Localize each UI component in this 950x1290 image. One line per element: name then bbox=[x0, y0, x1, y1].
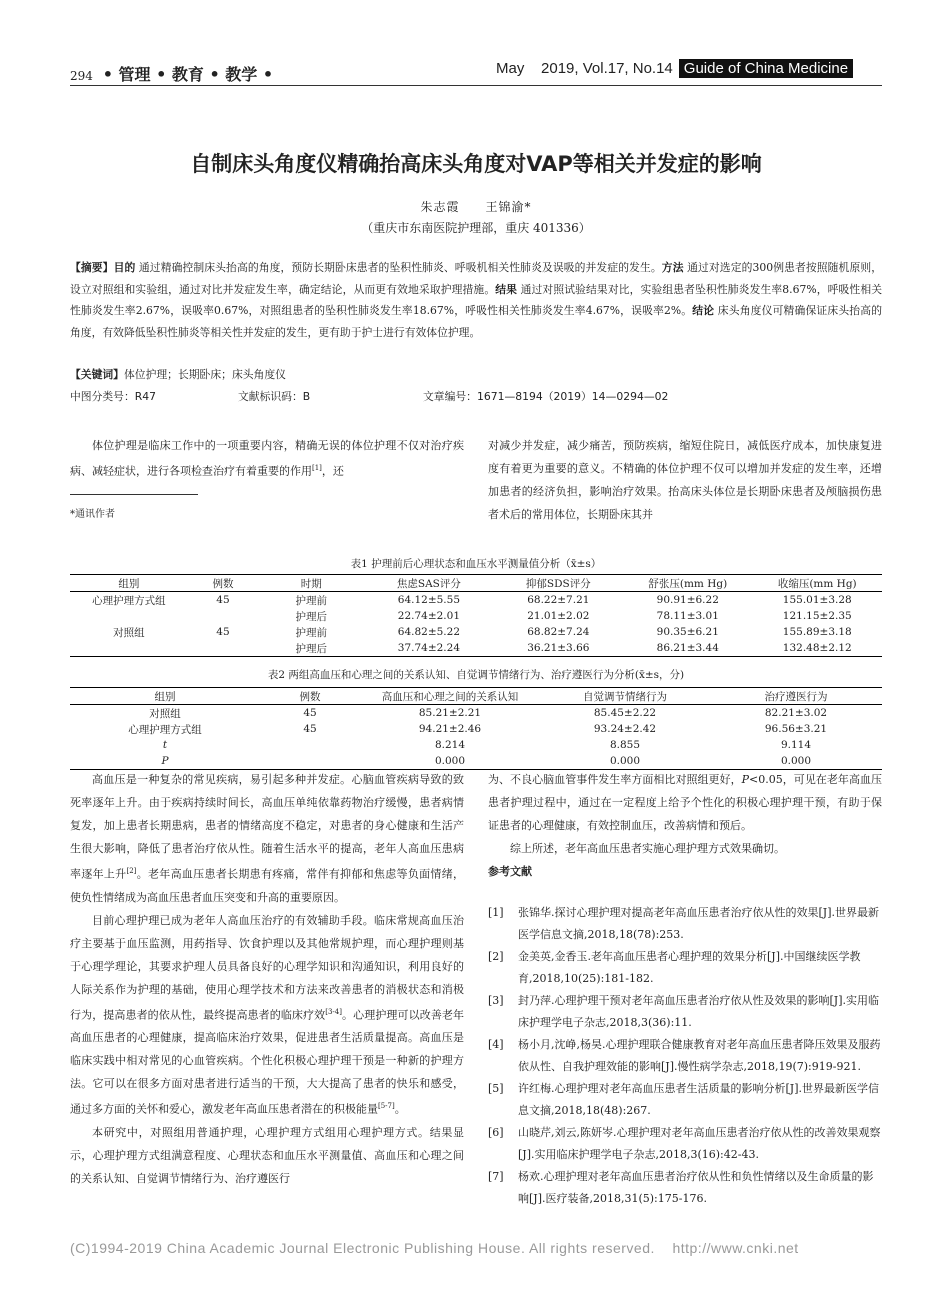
table1 bbox=[70, 574, 882, 657]
page-number: 294 bbox=[70, 69, 93, 83]
table-row: 护理后 22.74±2.01 21.01±2.02 78.11±3.01 121.15±2.35 bbox=[295, 610, 852, 623]
table2-caption: 表2 两组高血压和心理之间的关系认知、自觉调节情绪行为、治疗遵医行为分析(x̄±s，分) bbox=[267, 669, 685, 681]
reference-item: [1] 张锦华.探讨心理护理对提高老年高血压患者治疗依从性的效果[J].世界最新医学信息文摘,2018,18(78):253. bbox=[488, 906, 879, 941]
body-top-left bbox=[70, 434, 464, 483]
table-row: 对照组 45 护理前 64.82±5.22 68.82±7.24 90.35±6.21 155.89±3.18 bbox=[113, 626, 852, 639]
keywords-text: 体位护理；长期卧床；床头角度仪 bbox=[123, 368, 286, 381]
page-header-right bbox=[496, 60, 853, 77]
abstract-method: 通过对选定的300例患者按照随机原则，设立对照组和实验组，通过对比并发症发生率，确定结论，从而更有效地采取护理措施。 bbox=[70, 261, 883, 296]
abstract-result: 通过对照试验结果对比，实验组患者坠积性肺炎发生率8.67%，呼吸性相关性肺炎发生率2.67%，误吸率0.67%，对照组患者的坠积性肺炎发生率18.67%，呼吸性相关性肺炎发生率4.67%，误吸率2%。 bbox=[70, 282, 883, 317]
body-top-right bbox=[488, 434, 882, 526]
paragraph: 综上所述，老年高血压患者实施心理护理方式效果确切。 bbox=[510, 842, 785, 855]
table-row: t 8.214 8.855 9.114 bbox=[162, 739, 812, 751]
abstract-result-label: 结果 bbox=[495, 282, 518, 296]
table2 bbox=[70, 687, 882, 770]
reference-item: [2] 金美英,金香玉.老年高血压患者心理护理的效果分析[J].中国继续医学教育,2018,10(25):181-182. bbox=[488, 950, 861, 985]
table1-caption: 表1 护理前后心理状态和血压水平测量值分析（x̄±s） bbox=[350, 558, 602, 570]
table-header-row: 组别 例数 时期 焦虑SAS评分 抑郁SDS评分 舒张压(mm Hg) 收缩压(mm Hg) bbox=[70, 575, 882, 592]
references-title: 参考文献 bbox=[488, 865, 532, 878]
article-title: 自制床头角度仪精确抬高床头角度对VAP等相关并发症的影响 bbox=[190, 152, 762, 176]
abstract-method-label: 方法 bbox=[661, 261, 684, 274]
article-affiliation: （重庆市东南医院护理部，重庆 401336） bbox=[361, 221, 591, 235]
paragraph: 本研究中，对照组用普通护理，心理护理方式组用心理护理方式。结果显示，心理护理方式组满意程度、心理状态和血压水平测量值、高血压和心理之间的关系认知、自觉调节情绪行为、治疗遵医行 bbox=[70, 1125, 464, 1185]
page-header-left bbox=[70, 62, 273, 85]
abstract-aim-label: 目的 bbox=[113, 261, 136, 274]
keywords-label: 【关键词】 bbox=[70, 368, 124, 381]
abstract-label: 【摘要】 bbox=[70, 261, 114, 274]
body-bottom-left bbox=[70, 768, 464, 1190]
clc-number: 中图分类号：R47 bbox=[70, 390, 157, 403]
issue-info: May 2019, Vol.17, No.14 bbox=[496, 60, 673, 77]
footnote-rule bbox=[70, 494, 198, 495]
footnote: *通讯作者 bbox=[70, 509, 115, 520]
reference-item: [3] 封乃萍.心理护理干预对老年高血压患者治疗依从性及效果的影响[J].实用临床护理学电子杂志,2018,3(36):11. bbox=[488, 994, 879, 1029]
paragraph: 对减少并发症，减少痛苦，预防疾病，缩短住院日，减低医疗成本，加快康复进度有着更为重要的意义。不精确的体位护理不仅可以增加并发症的发生率，还增加患者的经济负担，影响治疗效果。抬高床头体位是长期卧床患者及颅脑损伤患者术后的常用体位，长期卧床其并 bbox=[488, 439, 882, 521]
paragraph: 目前心理护理已成为老年人高血压治疗的有效辅助手段。临床常规高血压治疗主要基于血压监测，用药指导、饮食护理以及其他常规护理，而心理护理则基于心理学理论，其要求护理人员具备良好的心理学知识和沟通知识，利用良好的人际关系作为护理的基础，使用心理学技术和方法来改善患者的消极状态和消极行为，提高患者的依从性，最终提高患者的临床疗效[3-4]。心理护理可以改善老年高血压患者的心理健康，提高临床治疗效果，促进患者生活质量提高。高血压是临床实践中相对常见的心血管疾病。个性化积极心理护理干预是一种新的护理方法。它可以在很多方面对患者进行适当的干预，大大提高了患者的快乐和感受，通过多方面的关怀和爱心，激发老年高血压患者潜在的积极能量[5-7]。 bbox=[70, 913, 465, 1116]
table-row: 对照组 45 85.21±2.21 85.45±2.22 82.21±3.02 bbox=[149, 707, 828, 720]
table-row: 心理护理方式组 45 94.21±2.46 93.24±2.42 96.56±3.21 bbox=[128, 723, 828, 736]
reference-item: [4] 杨小月,沈峥,杨昊.心理护理联合健康教育对老年高血压患者降压效果及服药依从性、自我护理效能的影响[J].慢性病学杂志,2018,19(7):919-921. bbox=[488, 1038, 881, 1073]
table-row: 心理护理方式组 45 护理前 64.12±5.55 68.22±7.21 90.91±6.22 155.01±3.28 bbox=[92, 594, 852, 607]
article-authors: 朱志霞 王锦渝* bbox=[420, 200, 532, 214]
article-number: 文章编号：1671—8194（2019）14—0294—02 bbox=[423, 390, 669, 403]
reference-item: [6] 山晓芹,刘云,陈妍岑.心理护理对老年高血压患者治疗依从性的改善效果观察[J].实用临床护理学电子杂志,2018,3(16):42-43. bbox=[488, 1126, 881, 1161]
paragraph: 体位护理是临床工作中的一项重要内容，精确无误的体位护理不仅对治疗疾病、减轻症状，进行各项检查治疗有着重要的作用[1]，还 bbox=[70, 439, 464, 478]
table-row: P 0.000 0.000 0.000 bbox=[70, 753, 882, 770]
body-bottom-right bbox=[488, 768, 882, 883]
copyright-watermark: (C)1994-2019 China Academic Journal Electronic Publishing House. All rights reserved. http://www.cnki.net bbox=[70, 1240, 799, 1256]
references-list bbox=[488, 902, 882, 1210]
abstract bbox=[70, 257, 882, 343]
keywords bbox=[70, 367, 286, 382]
abstract-conclusion-label: 结论 bbox=[692, 304, 715, 317]
abstract-conclusion: 床头角度仪可精确保证床头抬高的角度，有效降低坠积性肺炎等相关性并发症的发生，更有助于护士进行有效体位护理。 bbox=[70, 304, 882, 339]
abstract-aim: 通过精确控制床头抬高的角度，预防长期卧床患者的坠积性肺炎、呼吸机相关性肺炎及误吸的并发症的发生。 bbox=[138, 261, 662, 274]
reference-item: [7] 杨欢.心理护理对老年高血压患者治疗依从性和负性情绪以及生命质量的影响[J].医疗装备,2018,31(5):175-176. bbox=[488, 1170, 874, 1205]
table-header-row: 组别 例数 高血压和心理之间的关系认知 自觉调节情绪行为 治疗遵医行为 bbox=[70, 688, 882, 705]
paragraph: 为、不良心脑血管事件发生率方面相比对照组更好，P<0.05，可见在老年高血压患者护理过程中，通过在一定程度上给予个性化的积极心理护理干预，有助于保证患者的心理健康，有效控制血压，改善病情和预后。 bbox=[488, 773, 883, 832]
table-row: 护理后 37.74±2.24 36.21±3.66 86.21±3.44 132.48±2.12 bbox=[70, 640, 882, 657]
paragraph: 高血压是一种复杂的常见疾病，易引起多种并发症。心脑血管疾病导致的致死率逐年上升。由于疾病持续时间长，高血压单纯依靠药物治疗缓慢，患者病情复发，加上患者长期患病，患者的情绪高度不稳定，对患者的身心健康和生活产生很大影响，降低了患者治疗依从性。随着生活水平的提高，老年人高血压患病率逐年上升[2]。老年高血压患者长期患有疼痛，常伴有抑郁和焦虑等负面情绪，使负性情绪成为高血压患者血压突变和升高的重要原因。 bbox=[70, 773, 465, 904]
header-rule bbox=[70, 85, 882, 86]
journal-name: Guide of China Medicine bbox=[679, 59, 853, 78]
section-label: • 管理 • 教育 • 教学 • bbox=[102, 65, 274, 84]
document-code: 文献标识码：B bbox=[238, 390, 311, 403]
reference-item: [5] 许红梅.心理护理对老年高血压患者生活质量的影响分析[J].世界最新医学信息文摘,2018,18(48):267. bbox=[488, 1082, 879, 1117]
